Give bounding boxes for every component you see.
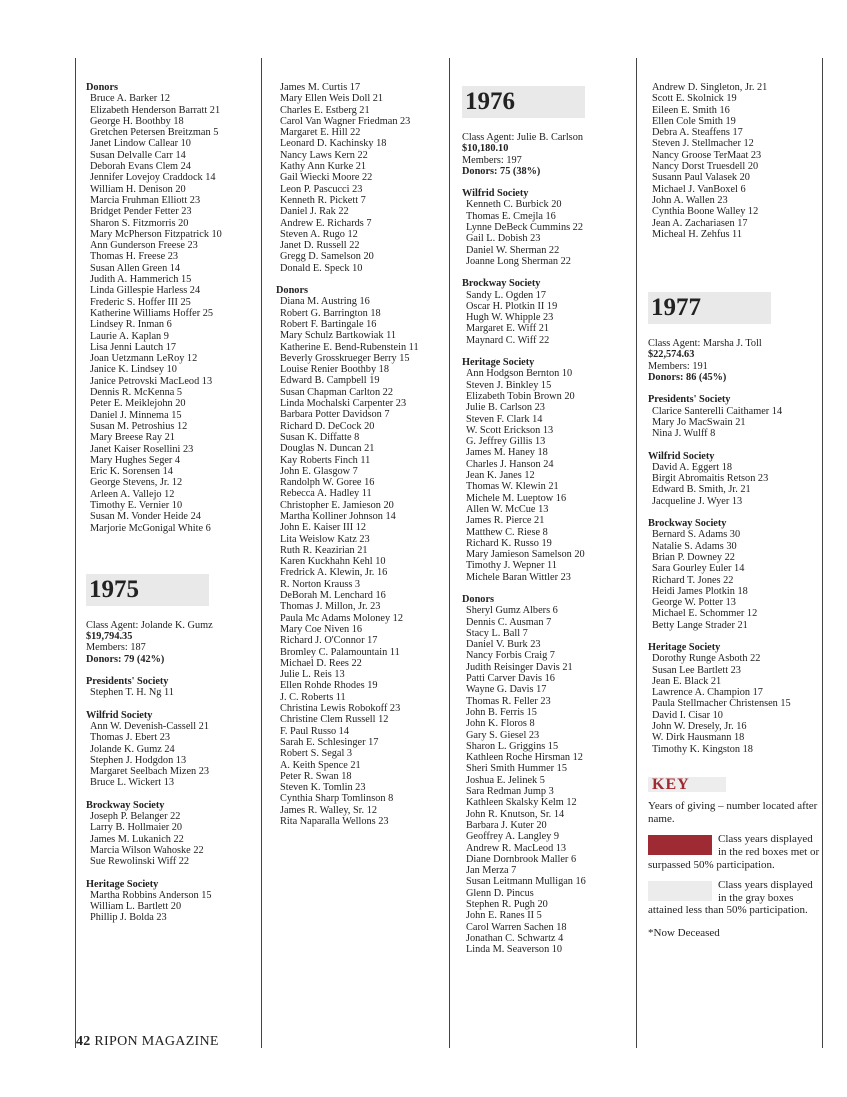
donor-name: Geoffrey A. Langley 9 — [466, 831, 560, 843]
donor-name: Lindsey R. Inman 6 — [90, 319, 172, 331]
donor-name: William L. Bartlett 20 — [90, 901, 182, 913]
donor-name: James M. Curtis 17 — [280, 82, 361, 93]
donor-name: Charles E. Estberg 21 — [280, 104, 370, 116]
donor-name: Cynthia Boone Walley 12 — [652, 206, 759, 218]
donor-name: George Stevens, Jr. 12 — [90, 477, 183, 489]
donor-name: Deborah Evans Clem 24 — [90, 161, 191, 173]
donor-name: Dennis R. McKenna 5 — [90, 387, 183, 399]
donor-name: Steven J. Binkley 15 — [466, 379, 552, 391]
donor-name: Robert G. Barrington 18 — [280, 307, 381, 319]
donor-name: Christina Lewis Robokoff 23 — [280, 703, 401, 715]
donor-name: Debra A. Steaffens 17 — [652, 127, 743, 139]
donor-name: Donald E. Speck 10 — [280, 262, 363, 274]
society-header: Brockway Society — [648, 518, 727, 530]
donor-name: Gail L. Dobish 23 — [466, 233, 541, 245]
donor-name: Marjorie McGonigal White 6 — [90, 522, 211, 534]
name-list — [648, 82, 820, 240]
donor-name: Janice Petrovski MacLeod 13 — [90, 375, 213, 387]
donor-name: David A. Eggert 18 — [652, 461, 733, 473]
donor-name: Heidi James Plotkin 18 — [652, 585, 748, 597]
donor-name: Diane Dornbrook Maller 6 — [466, 853, 577, 865]
donor-name: Phillip J. Bolda 23 — [90, 912, 167, 924]
donor-name: James R. Walley, Sr. 12 — [280, 804, 377, 816]
donor-name: John R. Knutson, Sr. 14 — [466, 808, 565, 820]
donor-name: Karen Kuckhahn Kehl 10 — [280, 556, 386, 568]
donor-name: Randolph W. Goree 16 — [280, 477, 375, 489]
donor-name: Susan Lee Bartlett 23 — [652, 664, 741, 676]
donor-name: Mary Jo MacSwain 21 — [652, 416, 746, 428]
donor-name: John W. Dresely, Jr. 16 — [652, 721, 747, 733]
donor-name: Ellen Rohde Rhodes 19 — [280, 680, 378, 692]
donor-name: Jan Merza 7 — [466, 865, 517, 877]
donor-name: John A. Wallen 23 — [652, 194, 728, 206]
society-groups — [648, 394, 820, 755]
donor-name: John E. Glasgow 7 — [280, 465, 358, 477]
donor-name: Nancy Dorst Truesdell 20 — [652, 161, 759, 173]
donor-name: Mary McPherson Fitzpatrick 10 — [90, 228, 222, 240]
society-groups — [86, 676, 258, 924]
class-amount: $10,180.10 — [462, 143, 509, 155]
donor-name: Glenn D. Pincus — [466, 887, 534, 899]
donor-name: Richard K. Russo 19 — [466, 537, 552, 549]
donor-name: Thomas J. Ebert 23 — [90, 732, 171, 744]
donor-name: Brian P. Downey 22 — [652, 551, 735, 563]
donor-name: Susan Delvalle Carr 14 — [90, 149, 186, 161]
donor-name: A. Keith Spence 21 — [280, 759, 361, 771]
key-red — [648, 833, 820, 871]
donor-name: Joan Uetzmann LeRoy 12 — [90, 353, 198, 365]
donor-name: Cynthia Sharp Tomlinson 8 — [280, 793, 394, 805]
donor-name: Bromley C. Palamountain 11 — [280, 646, 400, 658]
donor-name: Nancy Groose TerMaat 23 — [652, 149, 762, 161]
donor-name: Michael D. Rees 22 — [280, 657, 362, 669]
donor-name: Barbara Potter Davidson 7 — [280, 409, 390, 421]
donor-name: Jean K. Janes 12 — [466, 470, 535, 482]
donor-name: Thomas E. Cmejla 16 — [466, 210, 556, 222]
donor-name: Carol Van Wagner Friedman 23 — [280, 115, 411, 127]
donor-name: Sarah E. Schlesinger 17 — [280, 736, 379, 748]
donor-name: Birgit Abromaitis Retson 23 — [652, 473, 769, 485]
donor-name: Ruth R. Keazirian 21 — [280, 544, 368, 556]
donor-name: Susan Leitmann Mulligan 16 — [466, 876, 586, 888]
column-rule-1 — [75, 58, 76, 1048]
column-rule-5 — [822, 58, 823, 1048]
donor-name: Michael J. VanBoxel 6 — [652, 183, 746, 195]
donor-name: John E. Kaiser III 12 — [280, 522, 367, 534]
donor-name: Janice K. Lindsey 10 — [90, 364, 177, 376]
society-header: Wilfrid Society — [648, 450, 715, 462]
donor-name: Kenneth R. Pickett 7 — [280, 194, 366, 206]
donor-name: Peter R. Swan 18 — [280, 770, 352, 782]
key-red-text: Class years displayed in the red boxes met or surpassed 50% participation. — [648, 833, 820, 871]
donor-name: Linda Mochalski Carpenter 23 — [280, 398, 407, 410]
donor-name: Larry B. Hollmaier 20 — [90, 822, 183, 834]
class-donors: Donors: 86 (45%) — [648, 372, 727, 384]
donor-name: Sue Rewolinski Wiff 22 — [90, 856, 190, 868]
donor-name: Jennifer Lovejoy Craddock 14 — [90, 172, 216, 184]
class-members: Members: 187 — [86, 642, 146, 654]
donor-name: Robert S. Segal 3 — [280, 748, 353, 760]
donor-name: Fredrick A. Klewin, Jr. 16 — [280, 567, 388, 579]
donor-name: Oscar H. Plotkin II 19 — [466, 300, 558, 312]
donor-name: Jacqueline J. Wyer 13 — [652, 495, 743, 507]
donor-name: Matthew C. Riese 8 — [466, 526, 548, 538]
donor-name: Janet D. Russell 22 — [280, 240, 360, 252]
society-header: Donors — [462, 593, 495, 605]
name-list — [276, 82, 448, 274]
column-rule-2 — [261, 58, 262, 1048]
key-gray-text: Class years displayed in the gray boxes attained less than 50% participation. — [648, 879, 813, 917]
donor-name: Mary Schulz Bartkowiak 11 — [280, 330, 397, 342]
donor-name: Mary Hughes Seger 4 — [90, 454, 181, 466]
donor-name: Elizabeth Tobin Brown 20 — [466, 390, 575, 402]
donor-name: John E. Ranes II 5 — [466, 910, 542, 922]
donor-name: Ann Hodgson Bernton 10 — [466, 368, 573, 380]
donor-name: Kay Roberts Finch 11 — [280, 454, 371, 466]
column-4 — [648, 82, 820, 940]
donor-name: Susan M. Petroshius 12 — [90, 420, 188, 432]
donor-name: Martha Robbins Anderson 15 — [90, 889, 212, 901]
column-3 — [462, 86, 634, 955]
class-members: Members: 191 — [648, 360, 708, 372]
donor-name: Frederic S. Hoffer III 25 — [90, 296, 191, 308]
donor-name: Lynne DeBeck Cummins 22 — [466, 222, 583, 234]
donor-name: Betty Lange Strader 21 — [652, 619, 748, 631]
donor-name: Susan Allen Green 14 — [90, 262, 181, 274]
donor-name: Thomas W. Klewin 21 — [466, 481, 559, 493]
donor-name: Mary Jamieson Samelson 20 — [466, 549, 585, 561]
donor-name: Arleen A. Vallejo 12 — [90, 488, 175, 500]
donor-name: F. Paul Russo 14 — [280, 725, 349, 737]
donor-name: Susan M. Vonder Heide 24 — [90, 511, 201, 523]
donor-name: Charles J. Hanson 24 — [466, 458, 554, 470]
donor-name: Maynard C. Wiff 22 — [466, 334, 550, 346]
donor-name: Michele M. Lueptow 16 — [466, 492, 567, 504]
donor-name: Daniel W. Sherman 22 — [466, 244, 560, 256]
donor-name: Jolande K. Gumz 24 — [90, 743, 175, 755]
donor-name: Edward B. Smith, Jr. 21 — [652, 484, 751, 496]
donor-name: Andrew R. MacLeod 13 — [466, 842, 567, 854]
society-header: Brockway Society — [86, 799, 165, 811]
donor-name: Stephen J. Hodgdon 13 — [90, 754, 187, 766]
column-1 — [86, 82, 258, 924]
donor-name: Daniel V. Burk 23 — [466, 639, 541, 651]
donor-name: Richard J. O'Connor 17 — [280, 635, 378, 647]
donor-name: Daniel J. Minnema 15 — [90, 409, 182, 421]
donor-name: Clarice Santerelli Caithamer 14 — [652, 405, 783, 417]
donor-name: Jean E. Black 21 — [652, 675, 722, 687]
red-swatch — [648, 835, 712, 855]
donors-header: Donors — [276, 285, 309, 297]
donor-name: James R. Pierce 21 — [466, 515, 545, 527]
donor-name: Kenneth C. Burbick 20 — [466, 199, 562, 211]
donor-name: Bernard S. Adams 30 — [652, 529, 741, 541]
donor-name: Sara Gourley Euler 14 — [652, 563, 745, 575]
donor-name: Julie B. Carlson 23 — [466, 402, 545, 414]
donor-list — [276, 296, 448, 827]
donor-name: David I. Cisar 10 — [652, 709, 723, 721]
donor-name: Bruce A. Barker 12 — [90, 93, 171, 105]
donor-name: Thomas R. Feller 23 — [466, 695, 551, 707]
society-header: Brockway Society — [462, 278, 541, 290]
column-rule-4 — [636, 58, 637, 1048]
society-header: Presidents' Society — [86, 676, 169, 688]
donor-name: Lita Weislow Katz 23 — [280, 533, 370, 545]
donor-name: Mary Breese Ray 21 — [90, 432, 175, 444]
donor-name: Ellen Cole Smith 19 — [652, 115, 736, 127]
donor-name: Nancy Laws Kern 22 — [280, 149, 368, 161]
donor-name: Scott E. Skolnick 19 — [652, 93, 737, 105]
class-members: Members: 197 — [462, 154, 522, 166]
donor-name: Steven J. Stellmacher 12 — [652, 138, 754, 150]
gray-swatch — [648, 881, 712, 901]
class-amount: $19,794.35 — [86, 631, 133, 643]
donor-name: Stephen R. Pugh 20 — [466, 899, 548, 910]
donor-name: Stacy L. Ball 7 — [466, 627, 528, 639]
donor-name: Hugh W. Whipple 23 — [466, 312, 554, 324]
donor-name: James M. Haney 18 — [466, 447, 548, 459]
year-1977-label: 1977 — [648, 292, 771, 324]
donor-name: Jean A. Zachariasen 17 — [652, 217, 748, 229]
donor-name: Julie L. Reis 13 — [280, 669, 345, 681]
donor-name: Christine Clem Russell 12 — [280, 714, 389, 726]
donor-name: Paula Stellmacher Christensen 15 — [652, 698, 791, 710]
donor-name: Leon P. Pascucci 23 — [280, 183, 363, 195]
donor-name: Gretchen Petersen Breitzman 5 — [90, 127, 219, 139]
class-agent: Class Agent: Julie B. Carlson — [462, 132, 583, 143]
page-footer — [76, 1034, 219, 1050]
donor-name: Stephen T. H. Ng 11 — [90, 687, 174, 699]
donor-name: DeBorah M. Lenchard 16 — [280, 590, 386, 602]
key-deceased: *Now Deceased — [648, 927, 720, 939]
donor-list — [86, 93, 258, 534]
magazine-name: RIPON MAGAZINE — [94, 1034, 219, 1049]
donor-name: Elizabeth Henderson Barratt 21 — [90, 104, 221, 116]
donor-name: Mary Ellen Weis Doll 21 — [280, 93, 384, 105]
key-intro: Years of giving – number located after name. — [648, 800, 818, 825]
donor-name: Jonathan C. Schwartz 4 — [466, 932, 564, 944]
donor-name: Sharon S. Fitzmorris 20 — [90, 217, 189, 229]
donor-name: Janet Kaiser Rosellini 23 — [90, 443, 194, 455]
donor-name: Joshua E. Jelinek 5 — [466, 774, 545, 786]
donor-name: Janet Lindow Callear 10 — [90, 138, 191, 150]
donor-name: Susan Chapman Carlton 22 — [280, 386, 393, 398]
donor-name: Diana M. Austring 16 — [280, 296, 370, 308]
donor-name: Paula Mc Adams Moloney 12 — [280, 612, 403, 624]
key-gray — [648, 879, 820, 917]
donor-name: Thomas J. Millon, Jr. 23 — [280, 601, 381, 613]
donor-name: Mary Coe Niven 16 — [280, 623, 363, 635]
donor-name: Rebecca A. Hadley 11 — [280, 488, 372, 500]
donor-name: Margaret E. Wiff 21 — [466, 323, 550, 335]
donor-name: Susan K. Diffatte 8 — [280, 431, 360, 443]
donor-name: Carol Warren Sachen 18 — [466, 921, 567, 933]
society-groups — [462, 188, 634, 955]
donor-name: Peter E. Meiklejohn 20 — [90, 398, 186, 410]
donor-name: Margaret E. Hill 22 — [280, 127, 361, 139]
donor-name: Micheal H. Zehfus 11 — [652, 228, 742, 240]
donor-name: W. Scott Erickson 13 — [466, 424, 554, 436]
donor-name: Christopher E. Jamieson 20 — [280, 499, 394, 511]
donor-name: Timothy J. Wepner 11 — [466, 560, 557, 572]
donor-name: Steven F. Clark 14 — [466, 413, 543, 425]
donor-name: John K. Floros 8 — [466, 718, 535, 730]
donor-name: Beverly Grosskrueger Berry 15 — [280, 352, 410, 364]
key-title: KEY — [648, 777, 726, 792]
year-1976-label: 1976 — [462, 86, 585, 118]
donor-name: Bruce L. Wickert 13 — [90, 777, 175, 789]
donor-name: William H. Denison 20 — [90, 183, 186, 195]
donor-name: Martha Kolliner Johnson 14 — [280, 510, 396, 522]
donor-name: Richard D. DeCock 20 — [280, 420, 375, 432]
donor-name: Gail Wiecki Moore 22 — [280, 172, 373, 184]
society-header: Presidents' Society — [648, 394, 731, 406]
donor-name: Sharon L. Griggins 15 — [466, 740, 559, 752]
donor-name: Marcia Wilson Wahoske 22 — [90, 844, 204, 856]
donor-name: Eric K. Sorensen 14 — [90, 466, 173, 478]
class-donors: Donors: 79 (42%) — [86, 653, 165, 665]
donor-name: Susann Paul Valasek 20 — [652, 172, 750, 184]
donor-name: Joanne Long Sherman 22 — [466, 255, 571, 267]
society-header: Heritage Society — [648, 641, 721, 653]
donor-name: Rita Naparalla Wellons 23 — [280, 816, 389, 827]
donor-name: Eileen E. Smith 16 — [652, 104, 730, 116]
class-donors: Donors: 75 (38%) — [462, 165, 541, 177]
donor-name: Margaret Seelbach Mizen 23 — [90, 766, 210, 778]
class-agent: Class Agent: Marsha J. Toll — [648, 338, 762, 350]
column-rule-3 — [449, 58, 450, 1048]
donor-name: Edward B. Campbell 19 — [280, 375, 380, 387]
donor-name: Thomas H. Freese 23 — [90, 251, 179, 263]
society-header: Wilfrid Society — [86, 709, 153, 721]
donor-name: G. Jeffrey Gillis 13 — [466, 436, 546, 448]
donor-name: Joseph P. Belanger 22 — [90, 811, 181, 823]
donor-name: Bridget Pender Fetter 23 — [90, 206, 192, 218]
donor-name: Gregg D. Samelson 20 — [280, 251, 374, 263]
donor-name: Lisa Jenni Lautch 17 — [90, 341, 177, 353]
donor-name: Robert F. Bartingale 16 — [280, 318, 377, 330]
donor-name: Dennis C. Ausman 7 — [466, 616, 552, 628]
donor-name: Sandy L. Ogden 17 — [466, 289, 547, 301]
donor-name: Louise Renier Boothby 18 — [280, 364, 389, 376]
donor-name: Richard T. Jones 22 — [652, 574, 734, 586]
donor-name: Patti Carver Davis 16 — [466, 673, 555, 685]
donor-name: Gary S. Giesel 23 — [466, 729, 540, 741]
donor-name: Judith A. Hammerich 15 — [90, 274, 192, 286]
donor-name: Natalie S. Adams 30 — [652, 540, 737, 552]
donor-name: Kathleen Skalsky Kelm 12 — [466, 797, 577, 809]
society-header: Heritage Society — [86, 878, 159, 890]
donor-name: Sheryl Gumz Albers 6 — [466, 605, 558, 617]
donor-name: Dorothy Runge Asboth 22 — [652, 653, 761, 665]
donor-name: George H. Boothby 18 — [90, 115, 184, 127]
donor-name: R. Norton Krauss 3 — [280, 578, 361, 590]
page-number: 42 — [76, 1034, 91, 1049]
donor-name: Linda Gillespie Harless 24 — [90, 285, 201, 297]
donor-name: James M. Lukanich 22 — [90, 833, 184, 845]
donor-name: Allen W. McCue 13 — [466, 503, 549, 515]
donor-name: Judith Reisinger Davis 21 — [466, 661, 573, 673]
donor-name: Katherine E. Bend-Rubenstein 11 — [280, 341, 419, 353]
donor-name: Kathy Ann Kurke 21 — [280, 161, 367, 173]
donor-name: Linda M. Seaverson 10 — [466, 944, 563, 956]
donor-name: Daniel J. Rak 22 — [280, 206, 349, 218]
donor-name: Marcia Fruhman Elliott 23 — [90, 194, 201, 206]
donors-header: Donors — [86, 82, 119, 93]
donor-name: Timothy E. Vernier 10 — [90, 499, 183, 511]
class-amount: $22,574.63 — [648, 349, 695, 361]
donor-name: Laurie A. Kaplan 9 — [90, 330, 169, 342]
donor-name: Andrew D. Singleton, Jr. 21 — [652, 82, 768, 93]
donor-name: Douglas N. Duncan 21 — [280, 443, 375, 455]
donor-name: John B. Ferris 15 — [466, 706, 537, 718]
society-header: Heritage Society — [462, 357, 535, 369]
donor-name: Andrew E. Richards 7 — [280, 217, 372, 229]
donor-name: Wayne G. Davis 17 — [466, 684, 547, 696]
donor-name: Nina J. Wulff 8 — [652, 428, 716, 440]
donor-name: Barbara J. Kuter 20 — [466, 819, 547, 831]
donor-name: Ann W. Devenish-Cassell 21 — [90, 720, 209, 732]
donor-name: Timothy K. Kingston 18 — [652, 743, 753, 755]
donor-name: Ann Gunderson Freese 23 — [90, 240, 198, 252]
donor-name: Lawrence A. Champion 17 — [652, 687, 763, 699]
donor-name: Leonard D. Kachinsky 18 — [280, 138, 387, 150]
donor-name: George W. Potter 13 — [652, 597, 736, 609]
donor-name: W. Dirk Hausmann 18 — [652, 732, 745, 744]
donor-name: Katherine Williams Hoffer 25 — [90, 307, 214, 319]
class-agent: Class Agent: Jolande K. Gumz — [86, 619, 213, 631]
column-2 — [276, 82, 448, 827]
donor-name: Steven A. Rugo 12 — [280, 228, 358, 240]
year-1975-label: 1975 — [86, 574, 209, 606]
donor-name: Nancy Forbis Craig 7 — [466, 650, 555, 662]
donor-name: Sheri Smith Hummer 15 — [466, 763, 567, 775]
donor-name: Steven K. Tomlin 23 — [280, 782, 366, 794]
society-header: Wilfrid Society — [462, 188, 529, 200]
donor-name: Kathleen Roche Hirsman 12 — [466, 752, 583, 764]
donor-name: J. C. Roberts 11 — [280, 691, 346, 703]
donor-name: Sara Redman Jump 3 — [466, 786, 554, 798]
donor-name: Michele Baran Wittler 23 — [466, 571, 571, 583]
donor-name: Michael E. Schommer 12 — [652, 608, 758, 620]
